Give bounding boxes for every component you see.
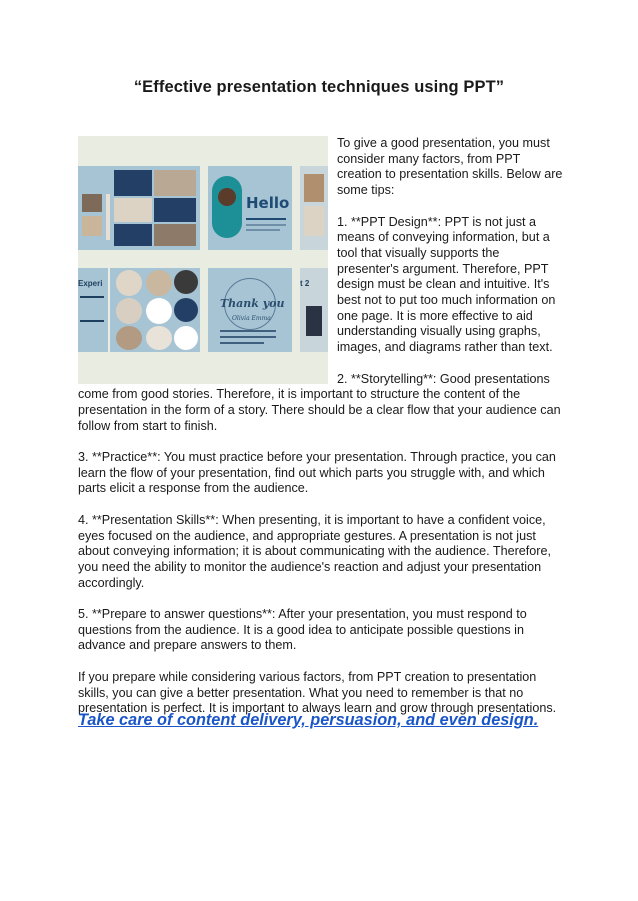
slide-label: Experi [78, 279, 103, 288]
document-title: “Effective presentation techniques using PPT” [133, 78, 505, 96]
body-text [78, 136, 564, 733]
slide-thumbnail [110, 268, 200, 352]
paragraph: 1. **PPT Design**: PPT is not just a means of conveying information, but a tool that visually supports the presenter's argument. Therefore, PPT design must be clean and intuitive. It's best not to put too much information on one page. It is more effective to aid understanding visually using graphs, images, and diagrams rather than text. [337, 214, 556, 355]
slide-thumbnail [300, 268, 328, 352]
paragraph: If you prepare while considering various factors, from PPT creation to presentation skills, you can give a better presentation. What you need to remember is that no presentation is perfect. It is important to always learn and grow through presentations. [78, 669, 557, 716]
cta-link[interactable]: Take care of content delivery, persuasion, and even design. [78, 711, 539, 729]
slide-thumbnail [208, 166, 292, 250]
slide-thank-you-text: Thank you [220, 297, 285, 310]
paragraph: 3. **Practice**: You must practice before your presentation. Through practice, you can learn the flow of your presentation, find out which parts you struggle with, and which parts elicit a response from the audience. [78, 450, 556, 496]
slide-thumbnail [110, 166, 200, 250]
slide-thumbnail [208, 268, 292, 352]
paragraph: 4. **Presentation Skills**: When presenting, it is important to have a confident voice, eyes focused on the audience, and appropriate gestures. A presentation is not just about conveying information; it is about communicating with the audience. Therefore, you need the ability to monitor the audience's reaction and adjust your presentation accordingly. [78, 512, 552, 590]
paragraph: 2. **Storytelling**: Good presentations come from good stories. Therefore, it is important to structure the content of the presentation in the form of a story. There should be a clear flow that your audience can follow from start to finish. [78, 371, 561, 433]
portrait-photo [212, 176, 242, 238]
slide-hello-text: Hello [246, 194, 290, 212]
slide-thumbnail [78, 268, 108, 352]
slide-name-text: Olivia Emma [232, 315, 271, 322]
slide-thumbnail [300, 166, 328, 250]
ppt-template-collage-image [78, 136, 328, 384]
slide-label: t 2 [300, 279, 310, 288]
paragraph: To give a good presentation, you must consider many factors, from PPT creation to presentation skills. Below are some tips: [337, 136, 563, 198]
paragraph: 5. **Prepare to answer questions**: After your presentation, you must respond to questions from the audience. It is a good idea to anticipate possible questions in advance and prepare answers to them. [78, 607, 527, 653]
